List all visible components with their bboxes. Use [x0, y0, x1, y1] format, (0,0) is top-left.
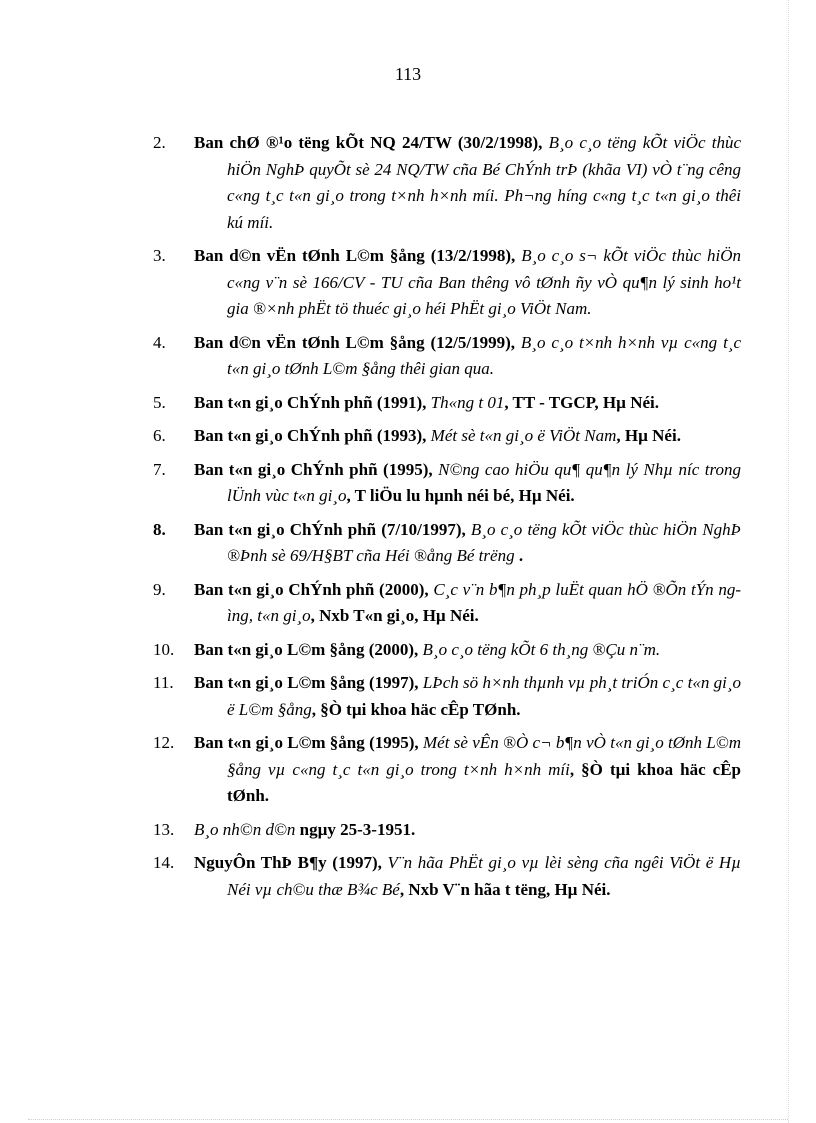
reference-item	[153, 817, 741, 844]
reference-author: Ban d©n vËn tØnh L©m §ång (12/5/1999),	[194, 332, 516, 352]
reference-text	[194, 730, 741, 810]
reference-tail: , T liÖu lu hµnh néi bé, Hµ Néi.	[346, 486, 575, 505]
reference-number: 11.	[153, 673, 174, 692]
reference-number: 12.	[153, 733, 175, 752]
reference-text	[194, 517, 741, 570]
reference-number: 6.	[153, 426, 166, 445]
reference-text	[194, 423, 741, 450]
page-edge-right	[788, 0, 789, 1123]
reference-number: 7.	[153, 459, 166, 479]
reference-item	[153, 730, 741, 810]
reference-title: B¸o c¸o tëng kÕt viÖc thùc hiÖn NghÞ ®Þnh sè 69/H§BT cña Héi ®ång Bé trëng	[227, 519, 742, 565]
reference-title: N©ng cao hiÖu qu¶ qu¶n lý Nhµ níc trong lÜnh vùc t«n gi¸o	[227, 459, 741, 505]
reference-item	[153, 850, 741, 903]
reference-number: 10.	[153, 639, 175, 659]
reference-text	[194, 130, 741, 236]
reference-item	[153, 243, 741, 323]
reference-tail: , §Ò tµi khoa häc cÊp tØnh.	[227, 759, 741, 805]
reference-title: Mét sè t«n gi¸o ë ViÖt Nam	[430, 426, 617, 445]
reference-author: Ban t«n gi¸o ChÝnh phñ (1991),	[194, 392, 427, 412]
reference-author: Ban t«n gi¸o ChÝnh phñ (7/10/1997),	[194, 519, 466, 539]
reference-text	[194, 817, 741, 844]
reference-title: B¸o c¸o tëng kÕt 6 th¸ng ®Çu n¨m.	[422, 639, 661, 659]
reference-title: C¸c v¨n b¶n ph¸p luËt quan hÖ ®Õn tÝn ngìng, t«n gi¸o	[227, 579, 742, 625]
reference-text	[194, 243, 741, 323]
reference-text	[194, 330, 741, 383]
reference-item	[153, 457, 741, 510]
reference-item	[153, 130, 741, 236]
reference-item	[153, 670, 741, 723]
reference-author: Ban chØ ®¹o tëng kÕt NQ 24/TW (30/2/1998),	[194, 133, 543, 152]
reference-number: 13.	[153, 819, 175, 839]
reference-item	[153, 577, 741, 630]
reference-tail: , §Ò tµi khoa häc cÊp TØnh.	[311, 699, 521, 719]
reference-tail: , Nxb V¨n hãa t tëng, Hµ Néi.	[399, 879, 611, 899]
reference-number: 9.	[153, 579, 166, 599]
reference-tail: .	[514, 546, 524, 565]
reference-text	[194, 850, 741, 903]
reference-text	[194, 670, 741, 723]
reference-title: B¸o c¸o s¬ kÕt viÖc thùc hiÖn c«ng v¨n sè 166/CV - TU cña Ban thêng vô tØnh ñy vÒ qu¶n lý sinh ho¹t gia ®×nh phËt tö thuéc gi¸o héi PhËt gi¸o ViÖt Nam.	[227, 246, 742, 318]
reference-text	[194, 457, 741, 510]
reference-number: 5.	[153, 392, 166, 412]
reference-tail: , Nxb T«n gi¸o, Hµ Néi.	[310, 606, 479, 625]
reference-title: V¨n hãa PhËt gi¸o vµ lèi sèng cña ngêi ViÖt ë Hµ Néi vµ ch©u thæ B¾c Bé	[227, 853, 741, 899]
reference-number: 3.	[153, 246, 166, 265]
reference-title: B¸o c¸o tëng kÕt viÖc thùc hiÖn NghÞ quyÕt sè 24 NQ/TW cña Bé ChÝnh trÞ (khãa VI) vÒ t¨ng cêng c«ng t¸c t«n gi¸o trong t×nh h×nh míi. Ph¬ng híng c«ng t¸c t«n gi¸o thêi kú míi.	[227, 133, 741, 232]
reference-author: Ban t«n gi¸o L©m §ång (2000),	[194, 639, 419, 659]
reference-text	[194, 390, 741, 417]
reference-author: Ban d©n vËn tØnh L©m §ång (13/2/1998),	[194, 246, 516, 265]
reference-item	[153, 517, 741, 570]
reference-text	[194, 577, 741, 630]
reference-item	[153, 330, 741, 383]
page-number: 113	[394, 64, 422, 84]
reference-title: Th«ng t 01	[430, 392, 505, 412]
reference-text	[194, 637, 741, 664]
reference-tail: , TT - TGCP, Hµ Néi.	[504, 392, 659, 412]
reference-item	[153, 390, 741, 417]
reference-number: 14.	[153, 853, 175, 872]
reference-item	[153, 637, 741, 664]
reference-title: B¸o c¸o t×nh h×nh vµ c«ng t¸c t«n gi¸o tØnh L©m §ång thêi gian qua.	[227, 332, 742, 378]
reference-item	[153, 423, 741, 450]
reference-author: Ban t«n gi¸o ChÝnh phñ (1995),	[194, 459, 433, 479]
reference-author: NguyÔn ThÞ B¶y (1997),	[194, 853, 382, 872]
reference-tail: ngµy 25-3-1951.	[295, 819, 416, 839]
reference-number: 4.	[153, 332, 166, 352]
reference-tail: , Hµ Néi.	[616, 426, 681, 445]
reference-author: Ban t«n gi¸o ChÝnh phñ (1993),	[194, 426, 427, 445]
page-edge-bottom	[28, 1119, 788, 1120]
reference-author: Ban t«n gi¸o ChÝnh phñ (2000),	[194, 579, 429, 599]
reference-title: LÞch sö h×nh thµnh vµ ph¸t triÓn c¸c t«n gi¸o ë L©m §ång	[227, 673, 742, 719]
reference-title: B¸o nh©n d©n	[194, 819, 296, 839]
reference-author: Ban t«n gi¸o L©m §ång (1997),	[194, 673, 419, 692]
reference-number: 2.	[153, 133, 166, 152]
reference-title: Mét sè vÊn ®Ò c¬ b¶n vÒ t«n gi¸o tØnh L©m §ång vµ c«ng t¸c t«n gi¸o trong t×nh h×nh míi	[227, 733, 742, 779]
reference-author: Ban t«n gi¸o L©m §ång (1995),	[194, 733, 419, 752]
reference-list	[153, 130, 741, 910]
reference-number: 8.	[153, 519, 166, 539]
